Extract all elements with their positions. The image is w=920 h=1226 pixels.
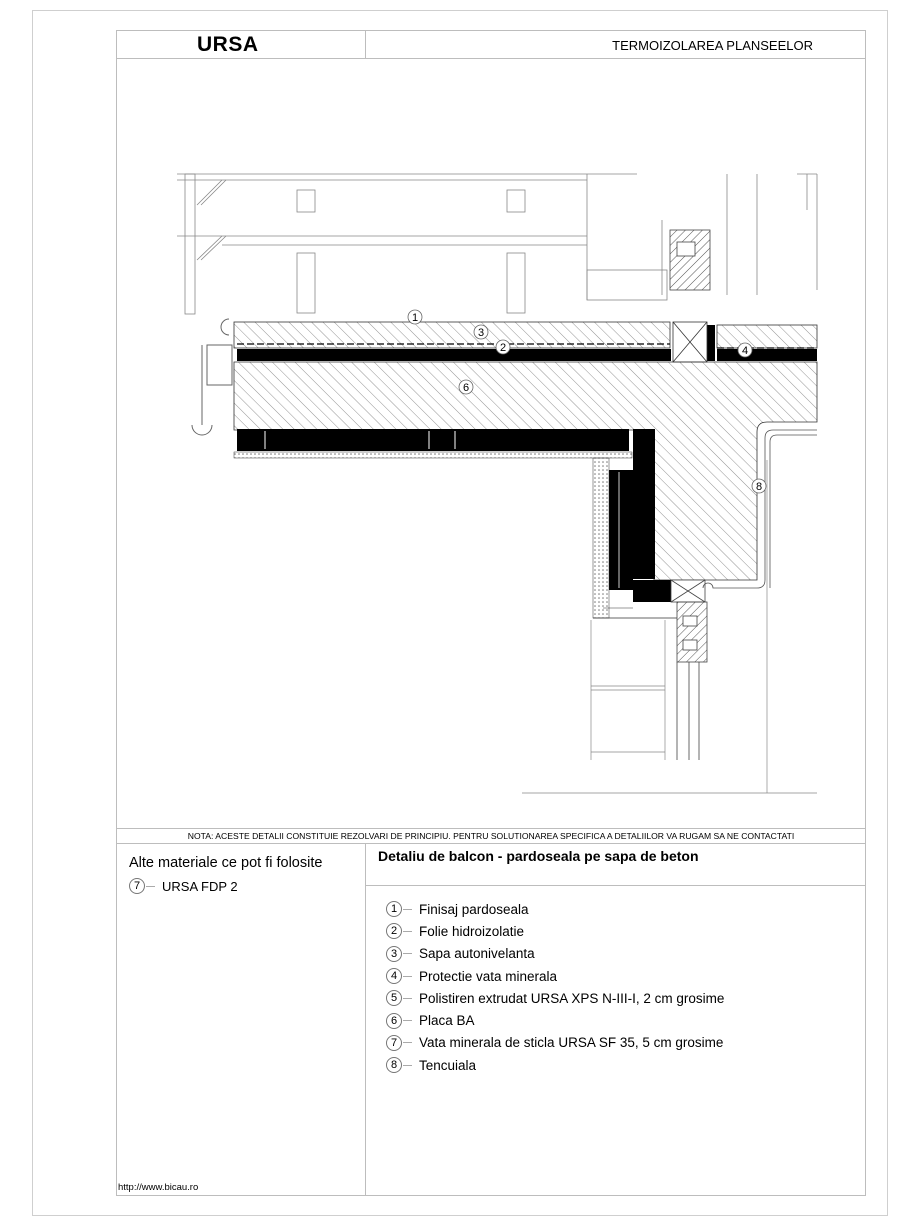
callout-4 <box>738 343 752 357</box>
legend-label: Vata minerala de sticla URSA SF 35, 5 cm grosime <box>419 1035 724 1051</box>
leader-line <box>403 931 412 932</box>
upper-window-frame <box>662 220 710 295</box>
lower-panel-divider <box>365 844 366 1196</box>
legend-number: 6 <box>386 1013 402 1029</box>
legend-item <box>386 987 724 1009</box>
legend-label: Protectie vata minerala <box>419 968 558 984</box>
detail-title: Detaliu de balcon - pardoseala pe sapa de beton <box>378 848 699 864</box>
vertical-insulation-strip <box>707 325 715 361</box>
callout-3-text: 3 <box>477 327 485 339</box>
legend-number: 1 <box>386 901 402 917</box>
brand-logo-text: URSA <box>197 33 259 56</box>
legend-number: 4 <box>386 968 402 984</box>
legend-item <box>386 1032 724 1054</box>
leader-line <box>403 976 412 977</box>
xps-vertical-outer <box>633 429 655 579</box>
callout-1 <box>408 310 422 324</box>
concrete-slab <box>234 362 817 580</box>
detail-title-separator <box>366 885 865 886</box>
xps-vertical-inner <box>609 470 633 590</box>
drawing-sheet <box>116 30 866 1196</box>
legend-number: 7 <box>386 1035 402 1051</box>
alternative-materials-title: Alte materiale ce pot fi folosite <box>129 855 323 871</box>
protection-layer <box>237 349 671 361</box>
screed-layer-right <box>717 325 817 348</box>
legend-item <box>386 1054 724 1076</box>
document-title: TERMOIZOLAREA PLANSEELOR <box>612 38 813 53</box>
alternative-material-number: 7 <box>129 878 145 894</box>
legend-number: 2 <box>386 923 402 939</box>
protection-layer-right <box>717 349 817 361</box>
legend-item <box>386 965 724 987</box>
leader-line <box>403 953 412 954</box>
legend-number: 3 <box>386 946 402 962</box>
callout-4-text: 4 <box>741 345 749 357</box>
balcony-detail-drawing <box>117 60 865 828</box>
leader-line <box>403 998 412 999</box>
legend-item <box>386 943 724 965</box>
plaster-return <box>593 458 609 618</box>
leader-line <box>403 1020 412 1021</box>
callout-8 <box>752 479 766 493</box>
disclaimer-note: NOTA: ACESTE DETALII CONSTITUIE REZOLVARI DE PRINCIPIU. PENTRU SOLUTIONAREA SPECIFICA A DETALIILOR VA RUGAM SA NE CONTACTATI <box>117 828 865 844</box>
alternative-material-label: URSA FDP 2 <box>162 878 238 894</box>
leader-line <box>403 909 412 910</box>
materials-legend <box>386 898 724 1076</box>
callout-2 <box>496 340 510 354</box>
legend-label: Sapa autonivelanta <box>419 946 535 962</box>
legend-label: Polistiren extrudat URSA XPS N-III-I, 2 cm grosime <box>419 990 725 1006</box>
legend-number: 5 <box>386 990 402 1006</box>
callout-6-text: 6 <box>462 382 470 394</box>
railing-frame <box>177 174 817 314</box>
callout-1-text: 1 <box>411 312 419 324</box>
alternative-material-item <box>129 878 238 894</box>
callout-3 <box>474 325 488 339</box>
title-block-header <box>117 31 865 59</box>
xps-board-soffit <box>237 429 629 451</box>
legend-item <box>386 1009 724 1031</box>
legend-item <box>386 898 724 920</box>
leader-line <box>403 1065 412 1066</box>
legend-label: Tencuiala <box>419 1057 477 1073</box>
footer-url: http://www.bicau.ro <box>118 1182 199 1193</box>
legend-item <box>386 920 724 942</box>
leader-line <box>146 886 155 887</box>
header-divider <box>365 31 366 59</box>
callout-8-text: 8 <box>755 481 763 493</box>
soffit-plaster <box>234 452 632 458</box>
legend-label: Placa BA <box>419 1013 475 1029</box>
legend-label: Finisaj pardoseala <box>419 901 529 917</box>
callout-6 <box>459 380 473 394</box>
callout-2-text: 2 <box>499 342 507 354</box>
xps-corner-piece <box>633 580 671 602</box>
balcony-edge <box>192 319 232 435</box>
lower-window-frame <box>671 580 707 760</box>
legend-number: 8 <box>386 1057 402 1073</box>
legend-label: Folie hidroizolatie <box>419 923 525 939</box>
leader-line <box>403 1042 412 1043</box>
